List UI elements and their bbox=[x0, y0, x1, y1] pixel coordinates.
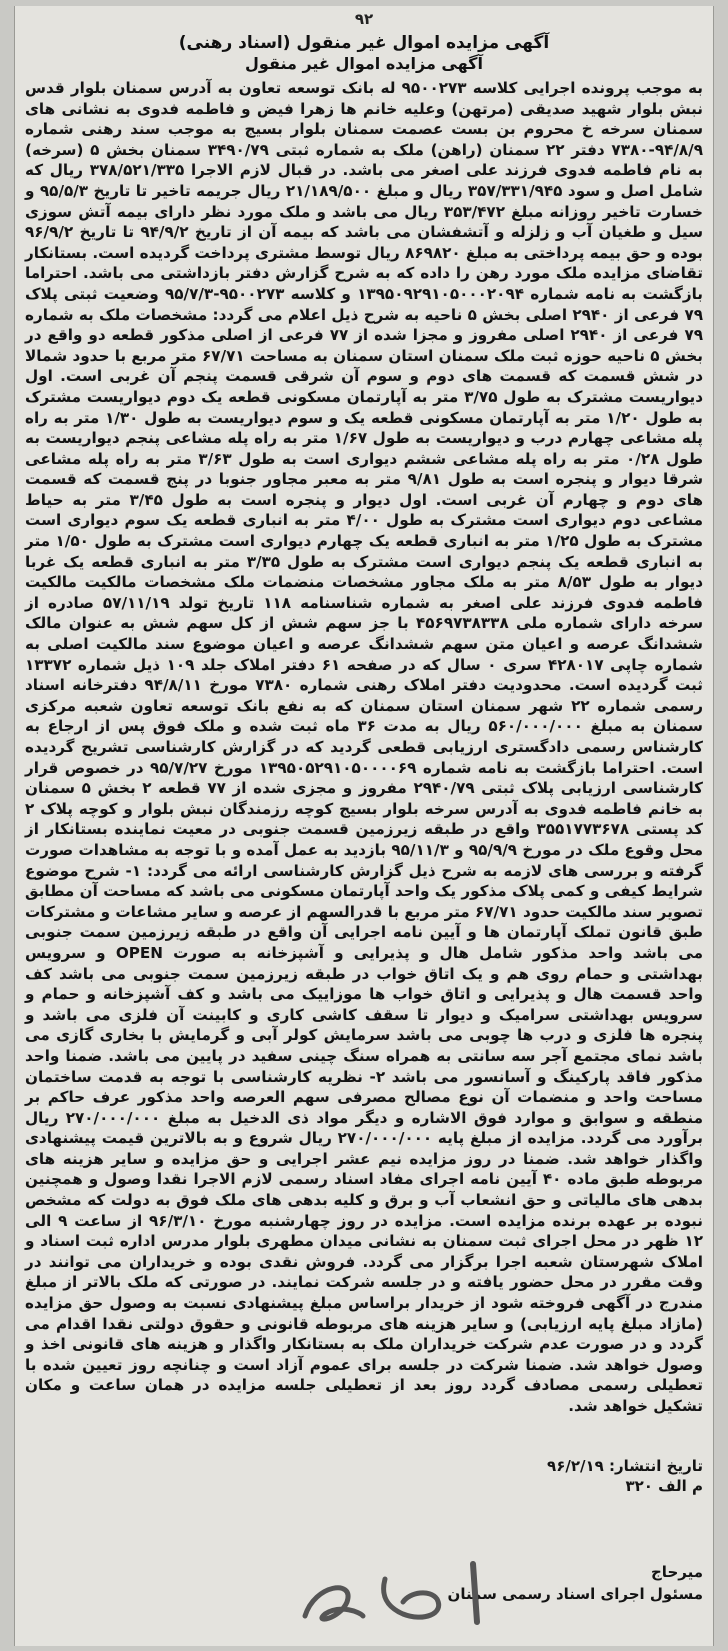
notice-body: به موجب پرونده اجرایی کلاسه ۹۵۰۰۲۷۳ له بانک توسعه تعاون به آدرس سمنان بلوار قدس نبش بلوار شهید صدیقی (مرتهن) وعلیه خانم ها زهرا فیض و فاطمه فدوی به نشانی های سمنان سرخه خ محروم بن بست عصمت سمنان بلوار بسیج به موجب سند رهنی شماره ۹۴/۸/۹-۷۳۸۰ دفتر ۲۲ سمنان (راهن) ملک به شماره ثبتی ۳۴۹۰/۷۹ سمنان بخش ۵ (سرخه) به نام فاطمه فدوی فرزند علی اصغر می باشد. در قبال لازم الاجرا ۳۷۸/۵۲۱/۳۳۵ ریال که شامل اصل و سود ۳۵۷/۳۳۱/۹۴۵ ریال و مبلغ ۲۱/۱۸۹/۵۰۰ ریال جریمه تاخیر تا تاریخ ۹۵/۵/۳ و خسارت تاخیر روزانه مبلغ ۳۵۳/۴۷۲ ریال می باشد و ملک مورد نظر دارای بیمه آتش سوزی سیل و طغیان آب و زلزله و آتشفشان می باشد که بیمه آن از تاریخ ۹۴/۹/۲ تا تاریخ ۹۶/۹/۲ بوده و حق بیمه پرداختی به مبلغ ۸۶۹۸۲۰ ریال توسط مشتری پرداخت گردیده است. بستانکار تقاضای مزایده ملک مورد رهن را داده که به شرح گزارش دفتر بازداشتی می باشد. احتراما بازگشت به نامه شماره ۱۳۹۵۰۹۲۹۱۰۵۰۰۰۲۰۹۴ و کلاسه ۹۵۰۰۲۷۳-۹۵/۷/۳ وضعیت ثبتی پلاک ۷۹ فرعی از ۲۹۴۰ اصلی بخش ۵ ناحیه به شرح ذیل اعلام می گردد: مشخصات ملک به شماره ۷۹ فرعی از ۲۹۴۰ اصلی مفروز و مجزا شده از ۷۷ فرعی از اصلی مذکور قطعه دو واقع در بخش ۵ ناحیه حوزه ثبت ملک سمنان استان سمنان به مساحت ۶۷/۷۱ متر مربع با حدود شمالا در شش قسمت که قسمت های دوم و سوم آن شرقی قسمت پنجم آن غربی است. اول دیواریست مشترک به طول ۳/۷۵ متر به آپارتمان مسکونی قطعه یک دوم دیواریست مشترک به طول ۱/۲۰ متر به آپارتمان مسکونی قطعه یک و سوم دیواریست به طول ۱/۳۰ متر به راه پله مشاعی چهارم درب و دیواریست به طول ۱/۶۷ متر به راه پله مشاعی پنجم دیواریست به طول ۰/۲۸ متر به راه پله مشاعی ششم دیواری است به طول ۳/۶۳ متر به راه پله مشاعی شرقا دیوار و پنجره است به طول ۹/۸۱ متر به معبر مجاور جنوبا در پنج قسمت که قسمت های دوم و چهارم آن غربی است. اول دیوار و پنجره است به طول ۳/۴۵ متر به حیاط مشاعی دوم دیواری است مشترک به طول ۴/۰۰ متر به انباری قطعه یک سوم دیواری است مشترک به طول ۱/۲۵ متر به انباری قطعه یک چهارم دیواری است مشترک به طول ۱/۵۰ متر به انباری قطعه یک پنجم دیواری است مشترک به طول ۳/۳۵ متر به انباری قطعه یک غربا دیوار به طول ۸/۵۳ متر به ملک مجاور مشخصات منضمات ملک مشخصات مالکیت مالکیت فاطمه فدوی فرزند علی اصغر به شماره شناسنامه ۱۱۸ تاریخ تولد ۵۷/۱۱/۱۹ صادره از سرخه دارای شماره ملی ۴۵۶۹۷۳۸۳۳۸ با جز سهم شش از کل سهم شش به عنوان مالک ششدانگ عرصه و اعیان متن سهم ششدانگ عرصه و اعیان موضوع سند مالکیت اصلی به شماره چاپی ۴۲۸۰۱۷ سری ۰ سال که در صفحه ۶۱ دفتر املاک جلد ۱۰۹ ذیل شماره ۱۳۳۷۲ ثبت گردیده است. محدودیت دفتر املاک رهنی شماره ۷۳۸۰ مورخ ۹۴/۸/۱۱ دفترخانه اسناد رسمی شماره ۲۲ شهر سمنان استان سمنان که به نفع بانک توسعه تعاون شعبه مرکزی سمنان به مبلغ ۵۶۰/۰۰۰/۰۰۰ ریال به مدت ۳۶ ماه ثبت شده و ملک فوق پس از ارجاع به کارشناس رسمی دادگستری ارزیابی قطعی گردید که در گزارش کارشناسی تشریح گردیده است. احتراما بازگشت به نامه شماره ۱۳۹۵۰۵۲۹۱۰۵۰۰۰۰۶۹ مورخ ۹۵/۷/۲۷ در خصوص قرار کارشناسی ارزیابی پلاک ثبتی ۲۹۴۰/۷۹ مفروز و مجزی شده از ۷۷ قطعه ۲ بخش ۵ سمنان به خانم فاطمه فدوی به آدرس سرخه بلوار بسیج کوچه رزمندگان نبش بلوار و کوچه پلاک ۲ کد پستی ۳۵۵۱۷۷۳۶۷۸ واقع در طبقه زیرزمین قسمت جنوبی در معیت نماینده بستانکار از محل وقوع ملک در مورخ ۹۵/۹/۹ و ۹۵/۱۱/۳ بازدید به عمل آمده و با توجه به مشاهدات صورت گرفته و بررسی های لازمه به شرح ذیل گزارش کارشناسی ارائه می گردد: ۱- شرح موضوع شرایط کیفی و کمی پلاک مذکور یک واحد آپارتمان مسکونی می باشد که مساحت آن مطابق تصویر سند مالکیت حدود ۶۷/۷۱ متر مربع با قدرالسهم از عرصه و سایر مشاعات و مشترکات طبق قانون تملک آپارتمان ها و آیین نامه اجرایی آن واقع در طبقه زیرزمین سمت جنوبی می باشد واحد مذکور شامل هال و پذیرایی و آشپزخانه به صورت OPEN و سرویس بهداشتی و حمام روی هم و یک اتاق خواب در طبقه زیرزمین سمت جنوبی می باشد کف واحد قسمت هال و پذیرایی و اتاق خواب ها موزاییک می باشد و کف آشپزخانه و حمام و سرویس بهداشتی سرامیک و دیوار تا سقف کاشی کاری و کابینت آن فلزی می باشد و پنجره ها فلزی و درب ها چوبی می باشد سرمایش کولر آبی و گرمایش با بخاری گازی می باشد نمای مجتمع آجر سه سانتی به همراه سنگ چینی سفید در پایین می باشد. ضمنا واحد مذکور فاقد پارکینگ و آسانسور می باشد ۲- نظریه کارشناسی با توجه به قدمت ساختمان مساحت واحد و منضمات آن نوع مصالح مصرفی سهم العرصه واحد مذکور عرف حاکم بر منطقه و سوابق و موارد فوق الاشاره و دیگر مواد ذی الدخیل به مبلغ ۲۷۰/۰۰۰/۰۰۰ ریال برآورد می گردد. مزایده از مبلغ پایه ۲۷۰/۰۰۰/۰۰۰ ریال شروع و به بالاترین قیمت پیشنهادی واگذار خواهد شد. ضمنا در روز مزایده نیم عشر اجرایی و حق مزایده و سایر هزینه های مربوطه طبق ماده ۴۰ آیین نامه اجرای مفاد اسناد رسمی لازم الاجرا نقدا وصول و همچنین بدهی های مالیاتی و حق انشعاب آب و برق و کلیه بدهی های ملک فوق به دولت که مشخص نبوده بر عهده برنده مزایده است. مزایده در روز چهارشنبه مورخ ۹۶/۳/۱۰ از ساعت ۹ الی ۱۲ ظهر در محل اجرای ثبت سمنان به نشانی میدان مطهری بلوار مدرس اداره ثبت اسناد و املاک شهرستان شعبه اجرا برگزار می گردد. فروش نقدی بوده و خریداران می توانند در وقت مقرر در محل حضور یافته و در جلسه شرکت نمایند. در صورتی که ملک بالاتر از مبلغ مندرج در آگهی فروخته شود از خریدار براساس مبلغ پیشنهادی نسبت به وصول حق مزایده (مازاد مبلغ پایه ارزیابی) و سایر هزینه های مربوطه قانونی و حقوق دولتی نقدا اقدام می گردد و در صورت عدم شرکت خریداران ملک به بستانکار واگذار و هزینه های قانونی اخذ و وصول خواهد شد. ضمنا شرکت در جلسه برای عموم آزاد است و چنانچه روز تعیین شده با تعطیلی رسمی مصادف گردد روز بعد از تعطیلی جلسه مزایده در همان ساعت و مکان تشکیل خواهد شد. bbox=[25, 79, 704, 1415]
signer-title: مسئول اجرای اسناد رسمی سمنان bbox=[447, 1585, 703, 1603]
notice-footer bbox=[547, 1456, 703, 1496]
publish-date: تاریخ انتشار: ۹۶/۲/۱۹ bbox=[547, 1457, 703, 1475]
page-number: ۹۲ bbox=[354, 10, 374, 28]
notice-subtitle: آگهی مزایده اموال غیر منقول bbox=[245, 54, 483, 73]
newspaper-clipping bbox=[14, 6, 714, 1646]
reference-code: م الف ۳۲۰ bbox=[625, 1477, 703, 1495]
notice-header bbox=[15, 32, 713, 74]
handwritten-number-annotation bbox=[285, 1544, 505, 1634]
signer-name: میرحاج bbox=[651, 1563, 703, 1581]
notice-title: آگهی مزایده اموال غیر منقول (اسناد رهنی) bbox=[178, 33, 550, 53]
